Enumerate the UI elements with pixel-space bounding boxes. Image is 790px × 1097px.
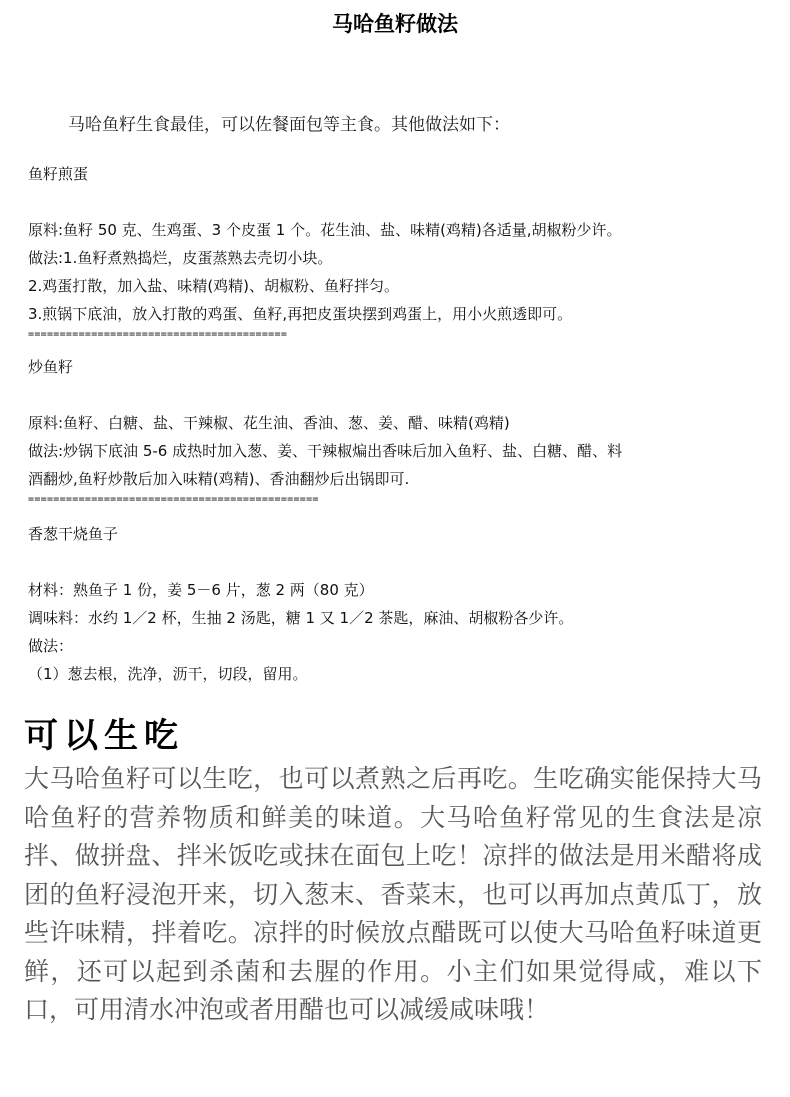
raw-eating-paragraph: 大马哈鱼籽可以生吃，也可以煮熟之后再吃。生吃确实能保持大马哈鱼籽的营养物质和鲜美的味道。大马哈鱼籽常见的生食法是凉拌、做拼盘、拌米饭吃或抹在面包上吃！凉拌的做法是用米醋将成团的鱼籽浸泡开来，切入葱末、香菜末，也可以再加点黄瓜丁，放些许味精，拌着吃。凉拌的时候放点醋既可以使大马哈鱼籽味道更鲜，还可以起到杀菌和去腥的作用。小主们如果觉得咸，难以下口，可用清水冲泡或者用醋也可以减缓咸味哦！ — [24, 764, 762, 1024]
method-step-1: 做法:1.鱼籽煮熟捣烂，皮蛋蒸熟去壳切小块。 — [28, 249, 333, 267]
section-scallion-roe — [28, 520, 778, 688]
section-heading: 鱼籽煎蛋 — [28, 165, 89, 183]
page-title: 马哈鱼籽做法 — [332, 11, 458, 36]
spacer — [28, 188, 778, 216]
spacer — [28, 381, 778, 409]
section-stir-fried-roe — [28, 353, 778, 507]
ingredients-line: 原料:鱼籽 50 克、生鸡蛋、3 个皮蛋 1 个。花生油、盐、味精(鸡精)各适量,胡椒粉少许。 — [28, 221, 622, 239]
section-heading: 香葱干烧鱼子 — [28, 525, 119, 543]
ingredients-line: 原料:鱼籽、白糖、盐、干辣椒、花生油、香油、葱、姜、醋、味精(鸡精) — [28, 414, 510, 432]
spacer — [28, 548, 778, 576]
section-heading: 炒鱼籽 — [28, 358, 74, 376]
separator-line: ============================================== — [28, 494, 319, 505]
intro-paragraph: 马哈鱼籽生食最佳，可以佐餐面包等主食。其他做法如下： — [68, 115, 510, 135]
seasoning-line: 调味料：水约 1／2 杯，生抽 2 汤匙，糖 1 又 1／2 茶匙，麻油、胡椒粉各少许。 — [28, 609, 574, 627]
method-step-2: 2.鸡蛋打散，加入盐、味精(鸡精)、胡椒粉、鱼籽拌匀。 — [28, 277, 400, 295]
method-step-3: 3.煎锅下底油，放入打散的鸡蛋、鱼籽,再把皮蛋块摆到鸡蛋上，用小火煎透即可。 — [28, 305, 573, 323]
method-step-1: （1）葱去根，洗净，沥干，切段，留用。 — [28, 665, 308, 683]
separator-line: ========================================= — [28, 329, 288, 340]
raw-eating-heading: 可以生吃 — [24, 716, 184, 756]
method-line-1: 做法:炒锅下底油 5-6 成热时加入葱、姜、干辣椒煸出香味后加入鱼籽、盐、白糖、醋、料 — [28, 442, 623, 460]
method-line-2: 酒翻炒,鱼籽炒散后加入味精(鸡精)、香油翻炒后出锅即可. — [28, 470, 410, 488]
method-label: 做法： — [28, 637, 74, 655]
section-fried-egg — [28, 160, 778, 342]
materials-line: 材料：熟鱼子 1 份，姜 5－6 片，葱 2 两（80 克） — [28, 581, 374, 599]
